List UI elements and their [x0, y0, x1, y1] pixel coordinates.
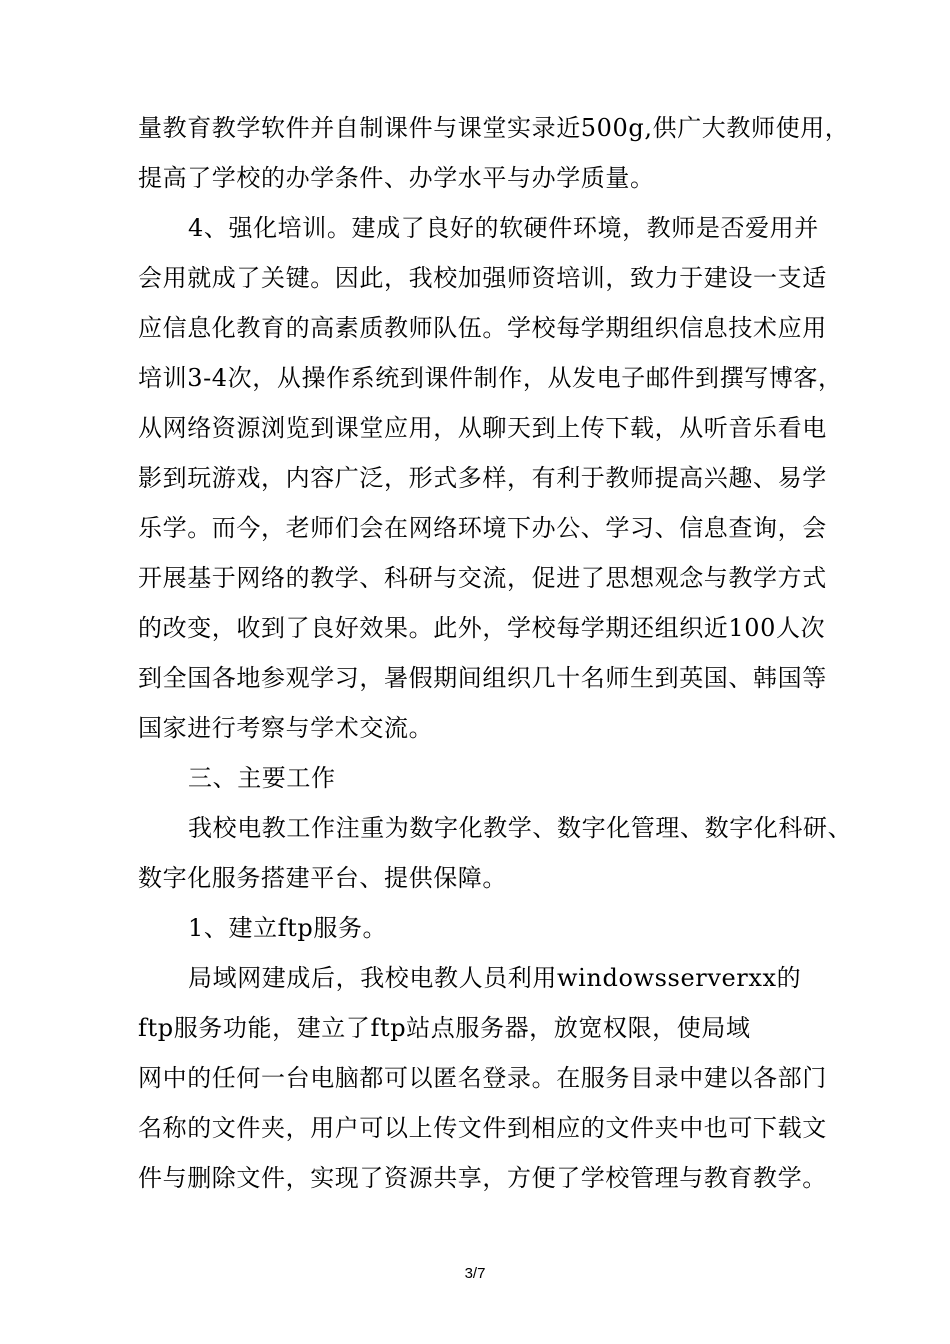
- body-text-line: 量教育教学软件并自制课件与课堂实录近500g,供广大教师使用，: [138, 114, 850, 142]
- subsection-heading: 1、建立ftp服务。: [188, 914, 388, 942]
- body-text-line: 到全国各地参观学习，暑假期间组织几十名师生到英国、韩国等: [138, 664, 827, 692]
- body-text-line: 我校电教工作注重为数字化教学、数字化管理、数字化科研、: [188, 814, 853, 842]
- body-text-line: 的改变，收到了良好效果。此外，学校每学期还组织近100人次: [138, 614, 826, 642]
- body-text-line: 从网络资源浏览到课堂应用，从聊天到上传下载，从听音乐看电: [138, 414, 827, 442]
- body-text-line: 数字化服务搭建平台、提供保障。: [138, 864, 507, 892]
- body-text-line: 网中的任何一台电脑都可以匿名登录。在服务目录中建以各部门: [138, 1064, 827, 1092]
- section-heading: 三、主要工作: [188, 764, 336, 792]
- body-text-line: 培训3-4次，从操作系统到课件制作，从发电子邮件到撰写博客，: [138, 364, 843, 392]
- body-text-line: 件与删除文件，实现了资源共享，方便了学校管理与教育教学。: [138, 1164, 827, 1192]
- page-number: 3/7: [464, 1265, 486, 1282]
- body-text-line: ftp服务功能，建立了ftp站点服务器，放宽权限，使局域: [138, 1014, 751, 1042]
- body-text-line: 开展基于网络的教学、科研与交流，促进了思想观念与教学方式: [138, 564, 827, 592]
- body-text-line: 4、强化培训。建成了良好的软硬件环境，教师是否爱用并: [188, 214, 819, 242]
- body-text-line: 会用就成了关键。因此，我校加强师资培训，致力于建设一支适: [138, 264, 827, 292]
- body-text-line: 提高了学校的办学条件、办学水平与办学质量。: [138, 164, 655, 192]
- body-text-line: 名称的文件夹，用户可以上传文件到相应的文件夹中也可下载文: [138, 1114, 827, 1142]
- body-text-line: 乐学。而今，老师们会在网络环境下办公、学习、信息查询，会: [138, 514, 827, 542]
- body-text-line: 国家进行考察与学术交流。: [138, 714, 434, 742]
- body-text-line: 局域网建成后，我校电教人员利用windowsserverxx的: [188, 964, 802, 992]
- body-text-line: 影到玩游戏，内容广泛，形式多样，有利于教师提高兴趣、易学: [138, 464, 827, 492]
- body-text-line: 应信息化教育的高素质教师队伍。学校每学期组织信息技术应用: [138, 314, 827, 342]
